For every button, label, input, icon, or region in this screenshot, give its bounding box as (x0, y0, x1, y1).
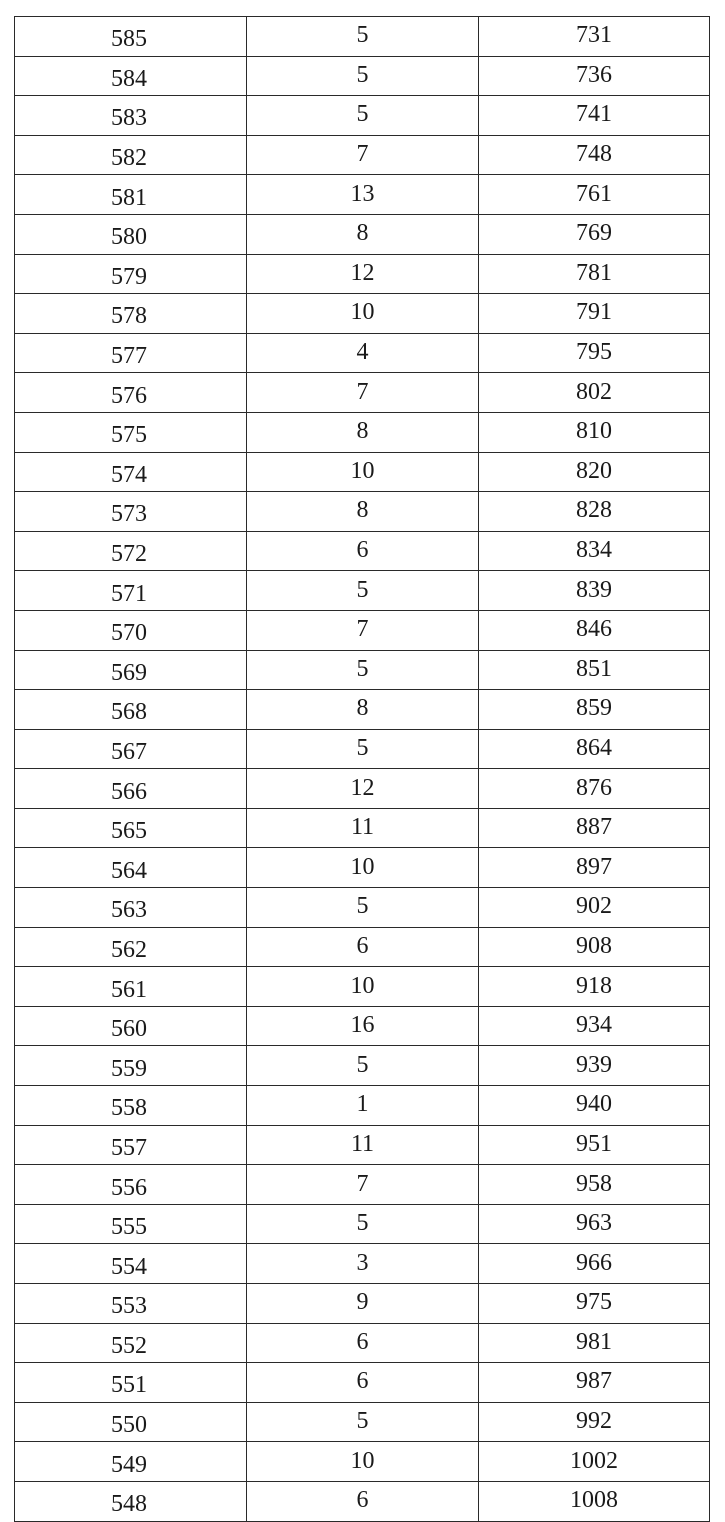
score-cell: 582 (15, 135, 247, 175)
table-row (15, 888, 710, 928)
cumulative-count-cell: 918 (479, 967, 710, 1007)
cumulative-count-cell: 939 (479, 1046, 710, 1086)
cumulative-count-cell: 1008 (479, 1481, 710, 1521)
table-row (15, 1046, 710, 1086)
score-cell: 580 (15, 214, 247, 254)
score-cell: 550 (15, 1402, 247, 1442)
count-cell: 6 (247, 927, 479, 967)
cumulative-count-cell: 828 (479, 492, 710, 532)
cumulative-count-cell: 951 (479, 1125, 710, 1165)
score-cell: 583 (15, 96, 247, 136)
table-row (15, 333, 710, 373)
table-row (15, 769, 710, 809)
score-cell: 570 (15, 610, 247, 650)
count-cell: 12 (247, 769, 479, 809)
cumulative-count-cell: 731 (479, 17, 710, 57)
cumulative-count-cell: 781 (479, 254, 710, 294)
table-row (15, 650, 710, 690)
score-cell: 578 (15, 294, 247, 334)
count-cell: 3 (247, 1244, 479, 1284)
score-cell: 561 (15, 967, 247, 1007)
table-row (15, 1481, 710, 1521)
cumulative-count-cell: 902 (479, 888, 710, 928)
count-cell: 10 (247, 294, 479, 334)
table-row (15, 967, 710, 1007)
cumulative-count-cell: 859 (479, 690, 710, 730)
cumulative-count-cell: 834 (479, 531, 710, 571)
cumulative-count-cell: 851 (479, 650, 710, 690)
count-cell: 5 (247, 729, 479, 769)
cumulative-count-cell: 846 (479, 610, 710, 650)
cumulative-count-cell: 887 (479, 808, 710, 848)
cumulative-count-cell: 940 (479, 1086, 710, 1126)
table-row (15, 1402, 710, 1442)
table-row (15, 96, 710, 136)
table-row (15, 1006, 710, 1046)
cumulative-count-cell: 958 (479, 1165, 710, 1205)
table-row (15, 492, 710, 532)
score-cell: 559 (15, 1046, 247, 1086)
table-row (15, 1204, 710, 1244)
table-row (15, 610, 710, 650)
count-cell: 1 (247, 1086, 479, 1126)
cumulative-count-cell: 802 (479, 373, 710, 413)
count-cell: 6 (247, 1481, 479, 1521)
count-cell: 8 (247, 412, 479, 452)
score-cell: 552 (15, 1323, 247, 1363)
cumulative-count-cell: 839 (479, 571, 710, 611)
count-cell: 16 (247, 1006, 479, 1046)
table-row (15, 531, 710, 571)
score-cell: 565 (15, 808, 247, 848)
count-cell: 5 (247, 650, 479, 690)
count-cell: 6 (247, 531, 479, 571)
score-cell: 572 (15, 531, 247, 571)
table-row (15, 412, 710, 452)
score-cell: 556 (15, 1165, 247, 1205)
score-cell: 563 (15, 888, 247, 928)
count-cell: 13 (247, 175, 479, 215)
table-row (15, 1244, 710, 1284)
count-cell: 10 (247, 848, 479, 888)
score-table-container (14, 16, 709, 1522)
cumulative-count-cell: 736 (479, 56, 710, 96)
table-row (15, 214, 710, 254)
score-cell: 554 (15, 1244, 247, 1284)
cumulative-count-cell: 864 (479, 729, 710, 769)
score-cell: 558 (15, 1086, 247, 1126)
count-cell: 5 (247, 17, 479, 57)
count-cell: 10 (247, 1442, 479, 1482)
score-cell: 574 (15, 452, 247, 492)
count-cell: 5 (247, 571, 479, 611)
table-row (15, 175, 710, 215)
table-row (15, 1086, 710, 1126)
table-row (15, 1363, 710, 1403)
score-cell: 568 (15, 690, 247, 730)
score-cell: 560 (15, 1006, 247, 1046)
count-cell: 5 (247, 56, 479, 96)
table-row (15, 1442, 710, 1482)
count-cell: 7 (247, 610, 479, 650)
table-row (15, 1284, 710, 1324)
score-cell: 579 (15, 254, 247, 294)
table-row (15, 452, 710, 492)
count-cell: 7 (247, 373, 479, 413)
cumulative-count-cell: 791 (479, 294, 710, 334)
table-row (15, 1323, 710, 1363)
table-row (15, 294, 710, 334)
count-cell: 8 (247, 214, 479, 254)
cumulative-count-cell: 820 (479, 452, 710, 492)
count-cell: 6 (247, 1363, 479, 1403)
count-cell: 12 (247, 254, 479, 294)
count-cell: 7 (247, 1165, 479, 1205)
table-row (15, 1125, 710, 1165)
table-row (15, 690, 710, 730)
count-cell: 6 (247, 1323, 479, 1363)
table-row (15, 373, 710, 413)
cumulative-count-cell: 897 (479, 848, 710, 888)
score-cell: 575 (15, 412, 247, 452)
count-cell: 5 (247, 888, 479, 928)
table-row (15, 1165, 710, 1205)
table-row (15, 729, 710, 769)
table-row (15, 254, 710, 294)
count-cell: 11 (247, 1125, 479, 1165)
score-cell: 551 (15, 1363, 247, 1403)
count-cell: 5 (247, 1046, 479, 1086)
score-cell: 548 (15, 1481, 247, 1521)
cumulative-count-cell: 741 (479, 96, 710, 136)
count-cell: 4 (247, 333, 479, 373)
cumulative-count-cell: 876 (479, 769, 710, 809)
table-row (15, 927, 710, 967)
count-cell: 5 (247, 96, 479, 136)
cumulative-count-cell: 795 (479, 333, 710, 373)
score-cell: 576 (15, 373, 247, 413)
cumulative-count-cell: 1002 (479, 1442, 710, 1482)
cumulative-count-cell: 981 (479, 1323, 710, 1363)
count-cell: 10 (247, 452, 479, 492)
count-cell: 8 (247, 690, 479, 730)
score-cell: 564 (15, 848, 247, 888)
count-cell: 9 (247, 1284, 479, 1324)
cumulative-count-cell: 748 (479, 135, 710, 175)
score-cell: 577 (15, 333, 247, 373)
cumulative-count-cell: 761 (479, 175, 710, 215)
cumulative-count-cell: 963 (479, 1204, 710, 1244)
score-cell: 581 (15, 175, 247, 215)
count-cell: 11 (247, 808, 479, 848)
cumulative-count-cell: 810 (479, 412, 710, 452)
cumulative-count-cell: 769 (479, 214, 710, 254)
cumulative-count-cell: 934 (479, 1006, 710, 1046)
cumulative-count-cell: 992 (479, 1402, 710, 1442)
score-table-body (15, 17, 710, 1522)
score-cell: 562 (15, 927, 247, 967)
score-cell: 557 (15, 1125, 247, 1165)
count-cell: 5 (247, 1402, 479, 1442)
score-cell: 555 (15, 1204, 247, 1244)
score-cell: 585 (15, 17, 247, 57)
score-cell: 569 (15, 650, 247, 690)
score-cell: 566 (15, 769, 247, 809)
score-cell: 567 (15, 729, 247, 769)
cumulative-count-cell: 987 (479, 1363, 710, 1403)
score-cell: 571 (15, 571, 247, 611)
score-cell: 573 (15, 492, 247, 532)
count-cell: 5 (247, 1204, 479, 1244)
score-cell: 549 (15, 1442, 247, 1482)
cumulative-count-cell: 966 (479, 1244, 710, 1284)
table-row (15, 56, 710, 96)
cumulative-count-cell: 975 (479, 1284, 710, 1324)
score-cell: 584 (15, 56, 247, 96)
count-cell: 10 (247, 967, 479, 1007)
count-cell: 7 (247, 135, 479, 175)
count-cell: 8 (247, 492, 479, 532)
table-row (15, 17, 710, 57)
table-row (15, 571, 710, 611)
table-row (15, 808, 710, 848)
table-row (15, 135, 710, 175)
cumulative-count-cell: 908 (479, 927, 710, 967)
table-row (15, 848, 710, 888)
score-cell: 553 (15, 1284, 247, 1324)
score-distribution-table (14, 16, 710, 1522)
